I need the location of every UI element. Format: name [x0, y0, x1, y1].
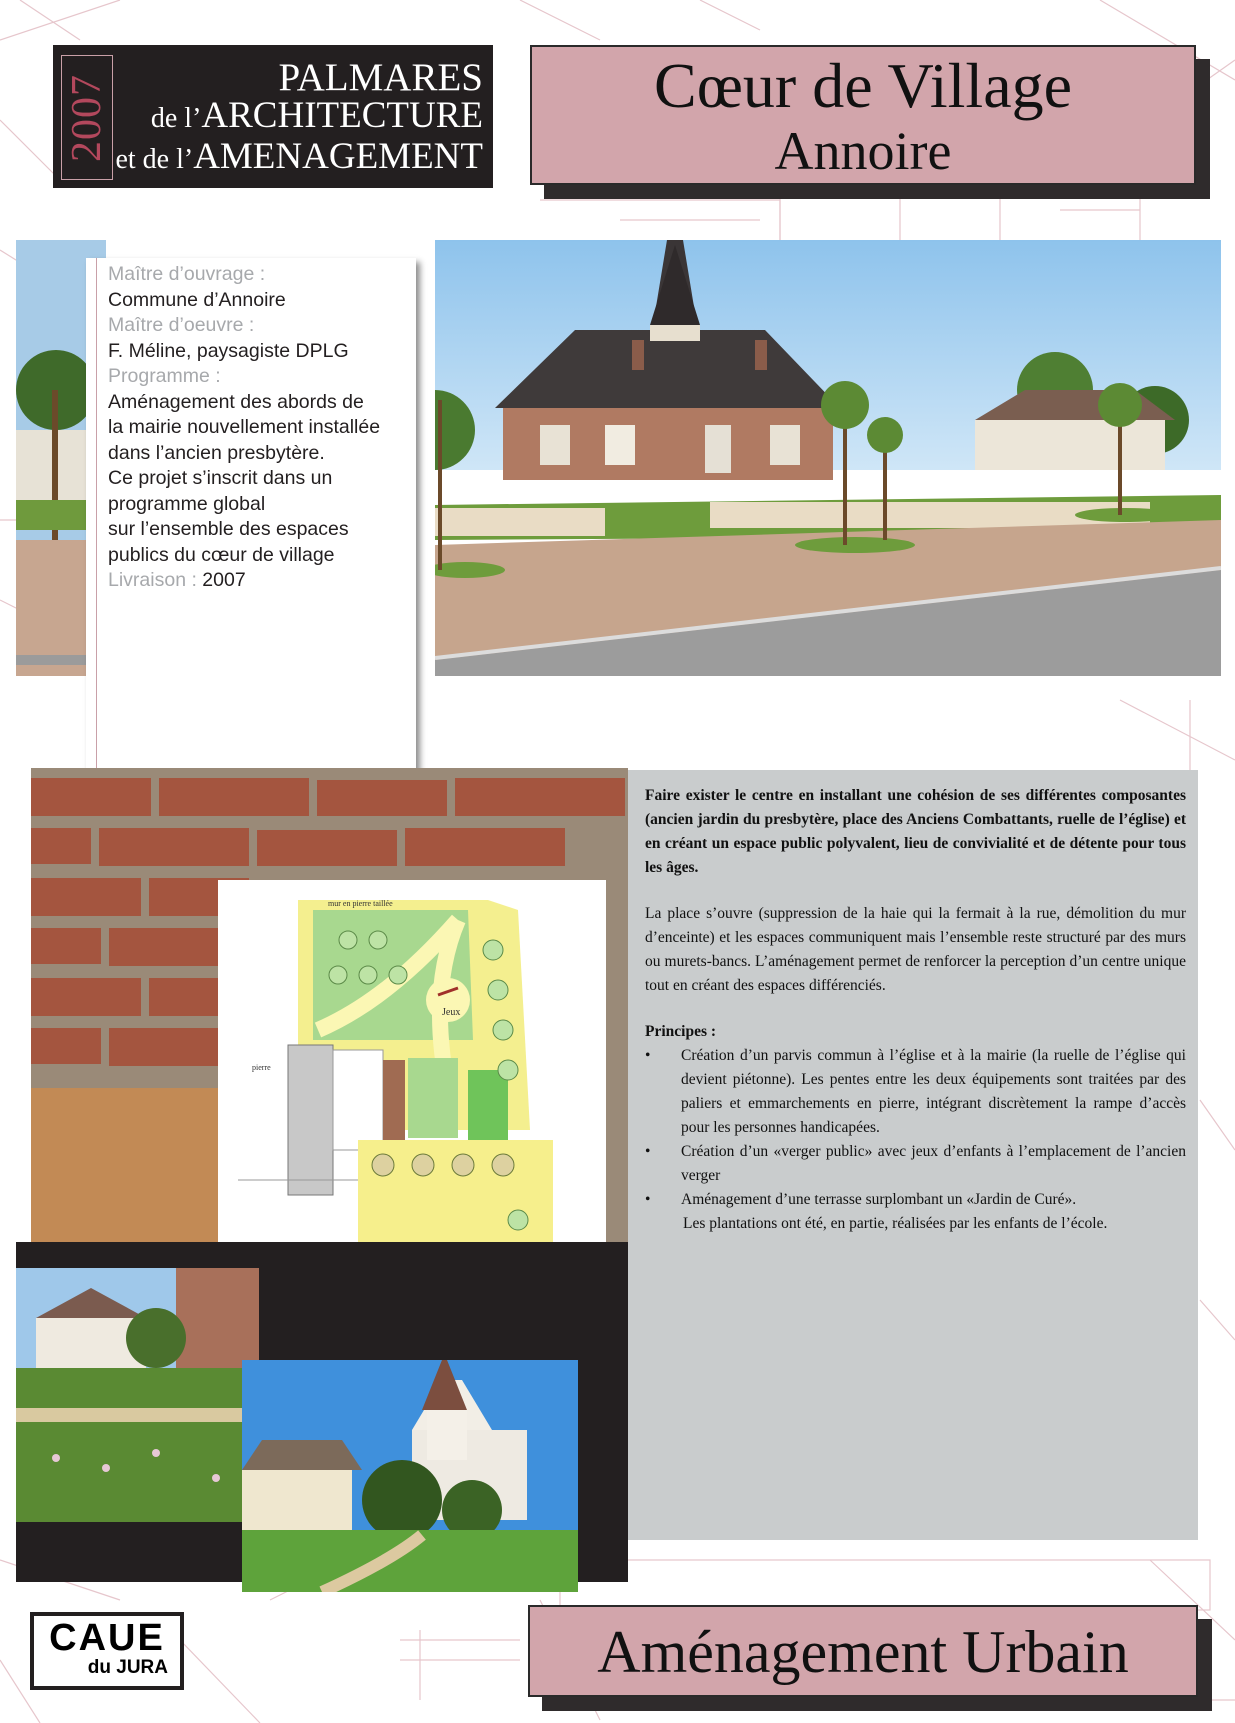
- maitre-oeuvre-label: Maître d’oeuvre :: [108, 314, 255, 336]
- title-box: [530, 45, 1196, 185]
- year-box: [61, 55, 113, 180]
- description-panel: [628, 770, 1198, 1540]
- palmares-line2-main: ARCHITECTURE: [201, 95, 483, 136]
- lead-paragraph: Faire exister le centre en installant une cohésion de ses différentes composantes (ancien jardin du presbytère, place des Anciens Combattants, ruelle de l’église) et en créant un espace public polyvalent, lieu de convivialité et de détente pour tous les âges.: [645, 787, 1186, 876]
- list-item: • Aménagement d’une terrasse surplombant un «Jardin de Curé».: [645, 1188, 1186, 1212]
- livraison-row: [108, 568, 416, 594]
- maitre-ouvrage-label: Maître d’ouvrage :: [108, 263, 266, 285]
- main-photo-mairie: [435, 240, 1221, 676]
- principes-list: [645, 1044, 1186, 1212]
- page-title: Cœur de Village: [654, 50, 1072, 121]
- caue-logo: [30, 1612, 184, 1690]
- page-subtitle: Annoire: [774, 121, 952, 181]
- caue-logo-text: CAUE: [49, 1617, 165, 1659]
- caue-logo-subtext: du JURA: [87, 1657, 168, 1678]
- plantations-note: Les plantations ont été, en partie, réalisées par les enfants de l’école.: [683, 1215, 1108, 1232]
- palmares-line2: [151, 95, 483, 136]
- livraison-value: 2007: [202, 569, 246, 591]
- programme-line: programme global: [108, 492, 266, 515]
- category-box: [528, 1605, 1198, 1697]
- maitre-ouvrage-value: Commune d’Annoire: [108, 288, 286, 311]
- palmares-header: [53, 45, 493, 188]
- year-label: 2007: [64, 73, 110, 162]
- programme-line: publics du cœur de village: [108, 543, 335, 566]
- plan-label-jeux: Jeux: [442, 1007, 461, 1018]
- palmares-line3: [115, 136, 483, 177]
- livraison-label: Livraison :: [108, 569, 197, 591]
- maitre-oeuvre-value: F. Méline, paysagiste DPLG: [108, 339, 349, 362]
- programme-label: Programme :: [108, 365, 221, 387]
- palmares-line1: PALMARES: [278, 56, 483, 99]
- palmares-text: [115, 56, 483, 179]
- programme-line: sur l’ensemble des espaces: [108, 518, 349, 540]
- palmares-line3-main: AMENAGEMENT: [193, 136, 483, 177]
- programme-line: Ce projet s’inscrit dans un: [108, 467, 333, 489]
- principes-heading: Principes :: [645, 1023, 717, 1040]
- programme-line: la mairie nouvellement installée: [108, 416, 381, 438]
- plan-label-pierre: pierre: [252, 1063, 271, 1072]
- palmares-line3-prefix: et de l’: [115, 144, 194, 175]
- project-info-card: [86, 258, 416, 806]
- list-item: • Création d’un parvis commun à l’église et à la mairie (la ruelle de l’église qui devient piétonne). Les pentes entre les deux équipements sont traitées par des paliers et emmarchements en pierre, intégrant discrètement la rampe d’accès pour les personnes handicapées.: [645, 1044, 1186, 1140]
- description-paragraph: La place s’ouvre (suppression de la haie qui la fermait à la rue, démolition du mur d’enceinte) et les espaces communiquent mais l’ensemble reste structuré par des murs ou murets-bancs. L’aménagement permet de renforcer la perception d’un centre unique tout en créant des espaces différenciés.: [645, 905, 1186, 994]
- plan-label-top: mur en pierre taillée: [328, 899, 393, 908]
- programme-line: Aménagement des abords de: [108, 390, 364, 413]
- category-title: Aménagement Urbain: [597, 1619, 1129, 1685]
- church-photo: [242, 1360, 578, 1592]
- garden-photo: [16, 1268, 259, 1522]
- programme-line: dans l’ancien presbytère.: [108, 441, 325, 464]
- list-item: • Création d’un «verger public» avec jeux d’enfants à l’emplacement de l’ancien verger: [645, 1140, 1186, 1188]
- info-divider: [96, 258, 97, 806]
- palmares-line2-prefix: de l’: [150, 103, 202, 134]
